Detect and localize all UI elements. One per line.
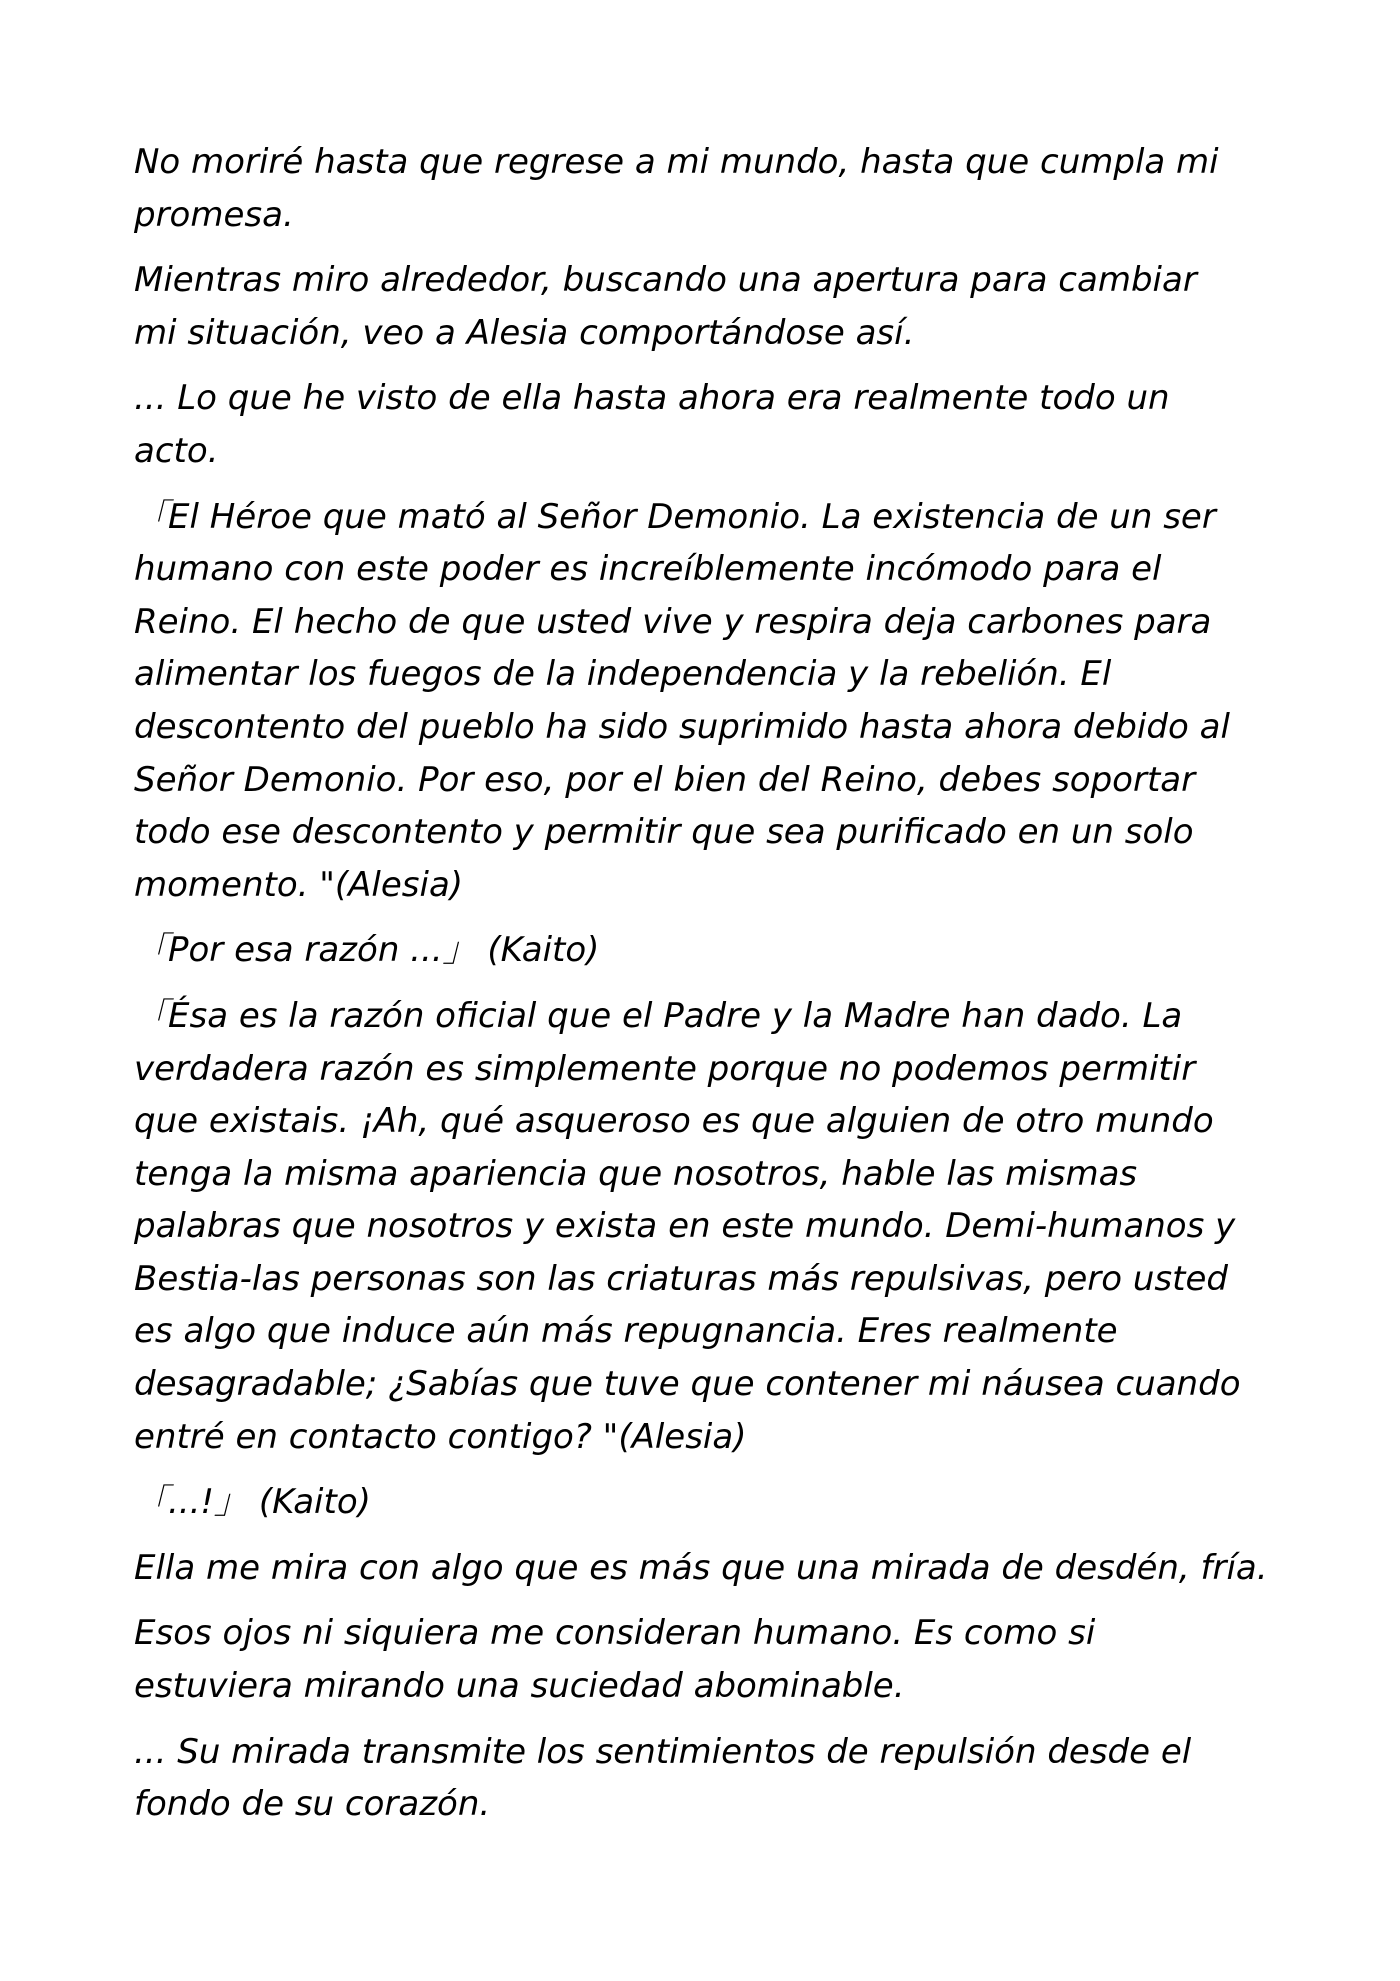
paragraph: No moriré hasta que regrese a mi mundo, hasta que cumpla mi promesa. [134,142,1219,235]
dialogue-paragraph: 「Por esa razón ...」 (Kaito) [134,930,600,971]
paragraph: ... Lo que he visto de ella hasta ahora era realmente todo un acto. [134,378,1170,471]
paragraph: Ella me mira con algo que es más que una mirada de desdén, fría. [134,1547,1268,1588]
paragraph: Mientras miro alrededor, buscando una apertura para cambiar mi situación, veo a Alesia comportándose así. [134,260,1197,353]
dialogue-paragraph: 「Ésa es la razón oficial que el Padre y la Madre han dado. La verdadera razón es simplemente porque no podemos permitir que existais. ¡Ah, qué asqueroso es que alguien de otro mundo tenga la misma apariencia que nosotros, hable las mismas palabras que nosotros y exista en este mundo. Demi-humanos y Bestia-las personas son las criaturas más repulsivas, pero usted es algo que induce aún más repugnancia. Eres realmente desagradable; ¿Sabías que tuve que contener mi náusea cuando entré en contacto contigo? "(Alesia) [134,995,1241,1457]
dialogue-paragraph: 「...!」 (Kaito) [134,1482,371,1523]
paragraph: Esos ojos ni siquiera me consideran humano. Es como si estuviera mirando una suciedad abominable. [134,1613,1096,1707]
dialogue-paragraph: 「El Héroe que mató al Señor Demonio. La existencia de un ser humano con este poder es increíblemente incómodo para el Reino. El hecho de que usted vive y respira deja carbones para alimentar los fuegos de la independencia y la rebelión. El descontento del pueblo ha sido suprimido hasta ahora debido al Señor Demonio. Por eso, por el bien del Reino, debes soportar todo ese descontento y permitir que sea purificado en un solo momento. "(Alesia) [134,496,1230,905]
paragraph: ... Su mirada transmite los sentimientos de repulsión desde el fondo de su corazón. [134,1731,1192,1825]
body-text [134,136,1274,1844]
